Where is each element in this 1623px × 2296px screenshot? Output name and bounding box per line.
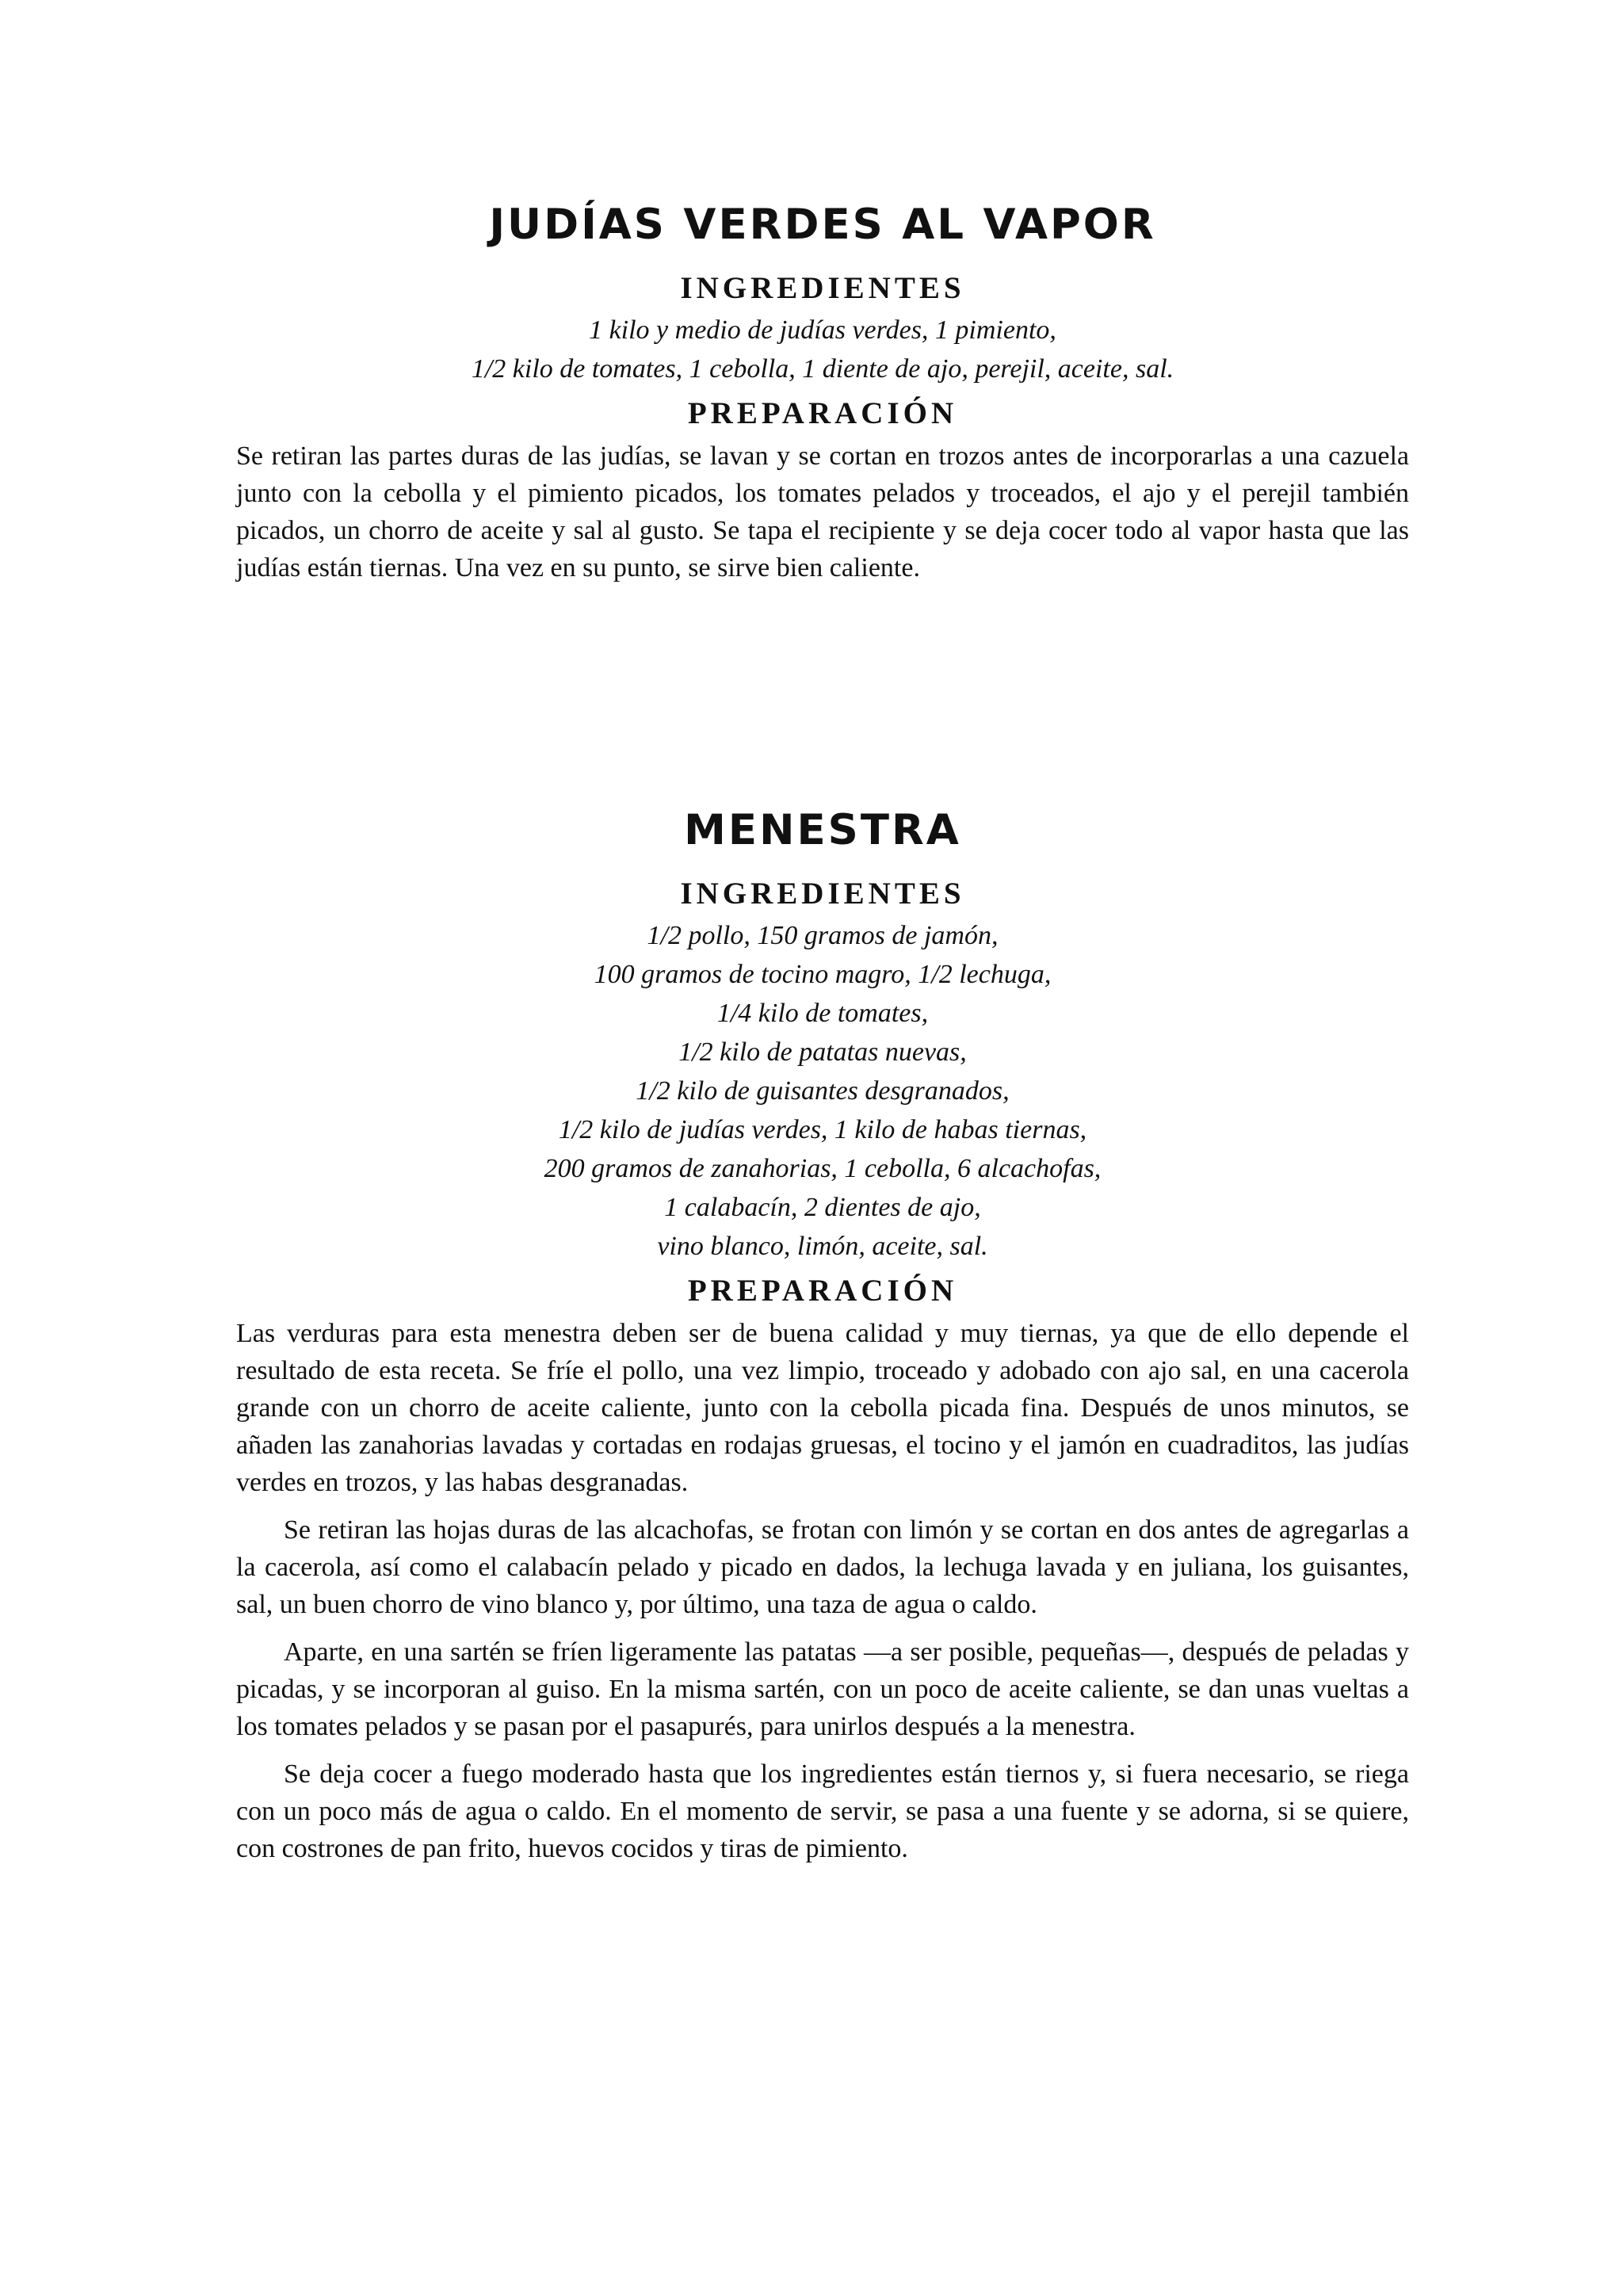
preparation-text — [236, 437, 1409, 586]
ingredient-line: vino blanco, limón, aceite, sal. — [657, 1232, 988, 1261]
ingredient-line: 100 gramos de tocino magro, 1/2 lechuga, — [594, 960, 1052, 989]
preparation-paragraph: Aparte, en una sartén se fríen ligeramente las patatas —a ser posible, pequeñas—, después de peladas y picadas, y se incorporan al guiso. En la misma sartén, con un poco de aceite caliente, se dan unas vueltas a los tomates pelados y se pasan por el pasapurés, para unirlos después a la menestra. — [236, 1637, 1409, 1741]
preparation-heading: PREPARACIÓN — [687, 1274, 958, 1308]
preparation-paragraph: Las verduras para esta menestra deben ser de buena calidad y muy tiernas, ya que de ello depende el resultado de esta receta. Se fríe el pollo, una vez limpio, troceado y adobado con ajo sal, en una cacerola grande con un chorro de aceite caliente, junto con la cebolla picada fina. Después de unos minutos, se añaden las zanahorias lavadas y cortadas en rodajas gruesas, el tocino y el jamón en cuadraditos, las judías verdes en trozos, y las habas desgranadas. — [236, 1319, 1409, 1497]
ingredient-line: 1/2 kilo de patatas nuevas, — [678, 1037, 967, 1067]
ingredients-heading: INGREDIENTES — [680, 877, 965, 911]
preparation-paragraph: Se deja cocer a fuego moderado hasta que los ingredientes están tiernos y, si fuera necesario, se riega con un poco más de agua o caldo. En el momento de servir, se pasa a una fuente y se adorna, si se quiere, con costrones de pan frito, huevos cocidos y tiras de pimiento. — [236, 1759, 1409, 1863]
preparation-paragraph: Se retiran las hojas duras de las alcachofas, se frotan con limón y se cortan en dos antes de agregarlas a la cacerola, así como el calabacín pelado y picado en dados, la lechuga lavada y en juliana, los guisantes, sal, un buen chorro de vino blanco y, por último, una taza de agua o caldo. — [236, 1515, 1409, 1619]
ingredient-line: 1 calabacín, 2 dientes de ajo, — [664, 1193, 981, 1222]
preparation-text — [236, 1315, 1409, 1867]
ingredient-line: 1/4 kilo de tomates, — [716, 999, 929, 1028]
ingredients-list — [236, 916, 1409, 1266]
recipe-judias-verdes-al-vapor — [236, 197, 1409, 586]
recipe-title: MENESTRA — [684, 806, 961, 854]
ingredient-line: 1/2 kilo de judías verdes, 1 kilo de habas tiernas, — [558, 1115, 1087, 1144]
ingredient-line: 1 kilo y medio de judías verdes, 1 pimiento, — [589, 315, 1056, 345]
ingredient-line: 1/2 pollo, 150 gramos de jamón, — [647, 921, 999, 950]
ingredients-heading: INGREDIENTES — [680, 271, 965, 305]
ingredient-line: 1/2 kilo de guisantes desgranados, — [636, 1076, 1010, 1106]
preparation-heading: PREPARACIÓN — [687, 396, 958, 430]
ingredients-list — [236, 311, 1409, 388]
recipe-title: JUDÍAS VERDES AL VAPOR — [489, 201, 1156, 249]
ingredient-line: 1/2 kilo de tomates, 1 cebolla, 1 diente de ajo, perejil, aceite, sal. — [471, 354, 1174, 384]
recipe-menestra — [236, 802, 1409, 1867]
ingredient-line: 200 gramos de zanahorias, 1 cebolla, 6 alcachofas, — [544, 1154, 1102, 1183]
preparation-paragraph: Se retiran las partes duras de las judías, se lavan y se cortan en trozos antes de incorporarlas a una cazuela junto con la cebolla y el pimiento picados, los tomates pelados y troceados, el ajo y el perejil también picados, un chorro de aceite y sal al gusto. Se tapa el recipiente y se deja cocer todo al vapor hasta que las judías están tiernas. Una vez en su punto, se sirve bien caliente. — [236, 441, 1409, 583]
